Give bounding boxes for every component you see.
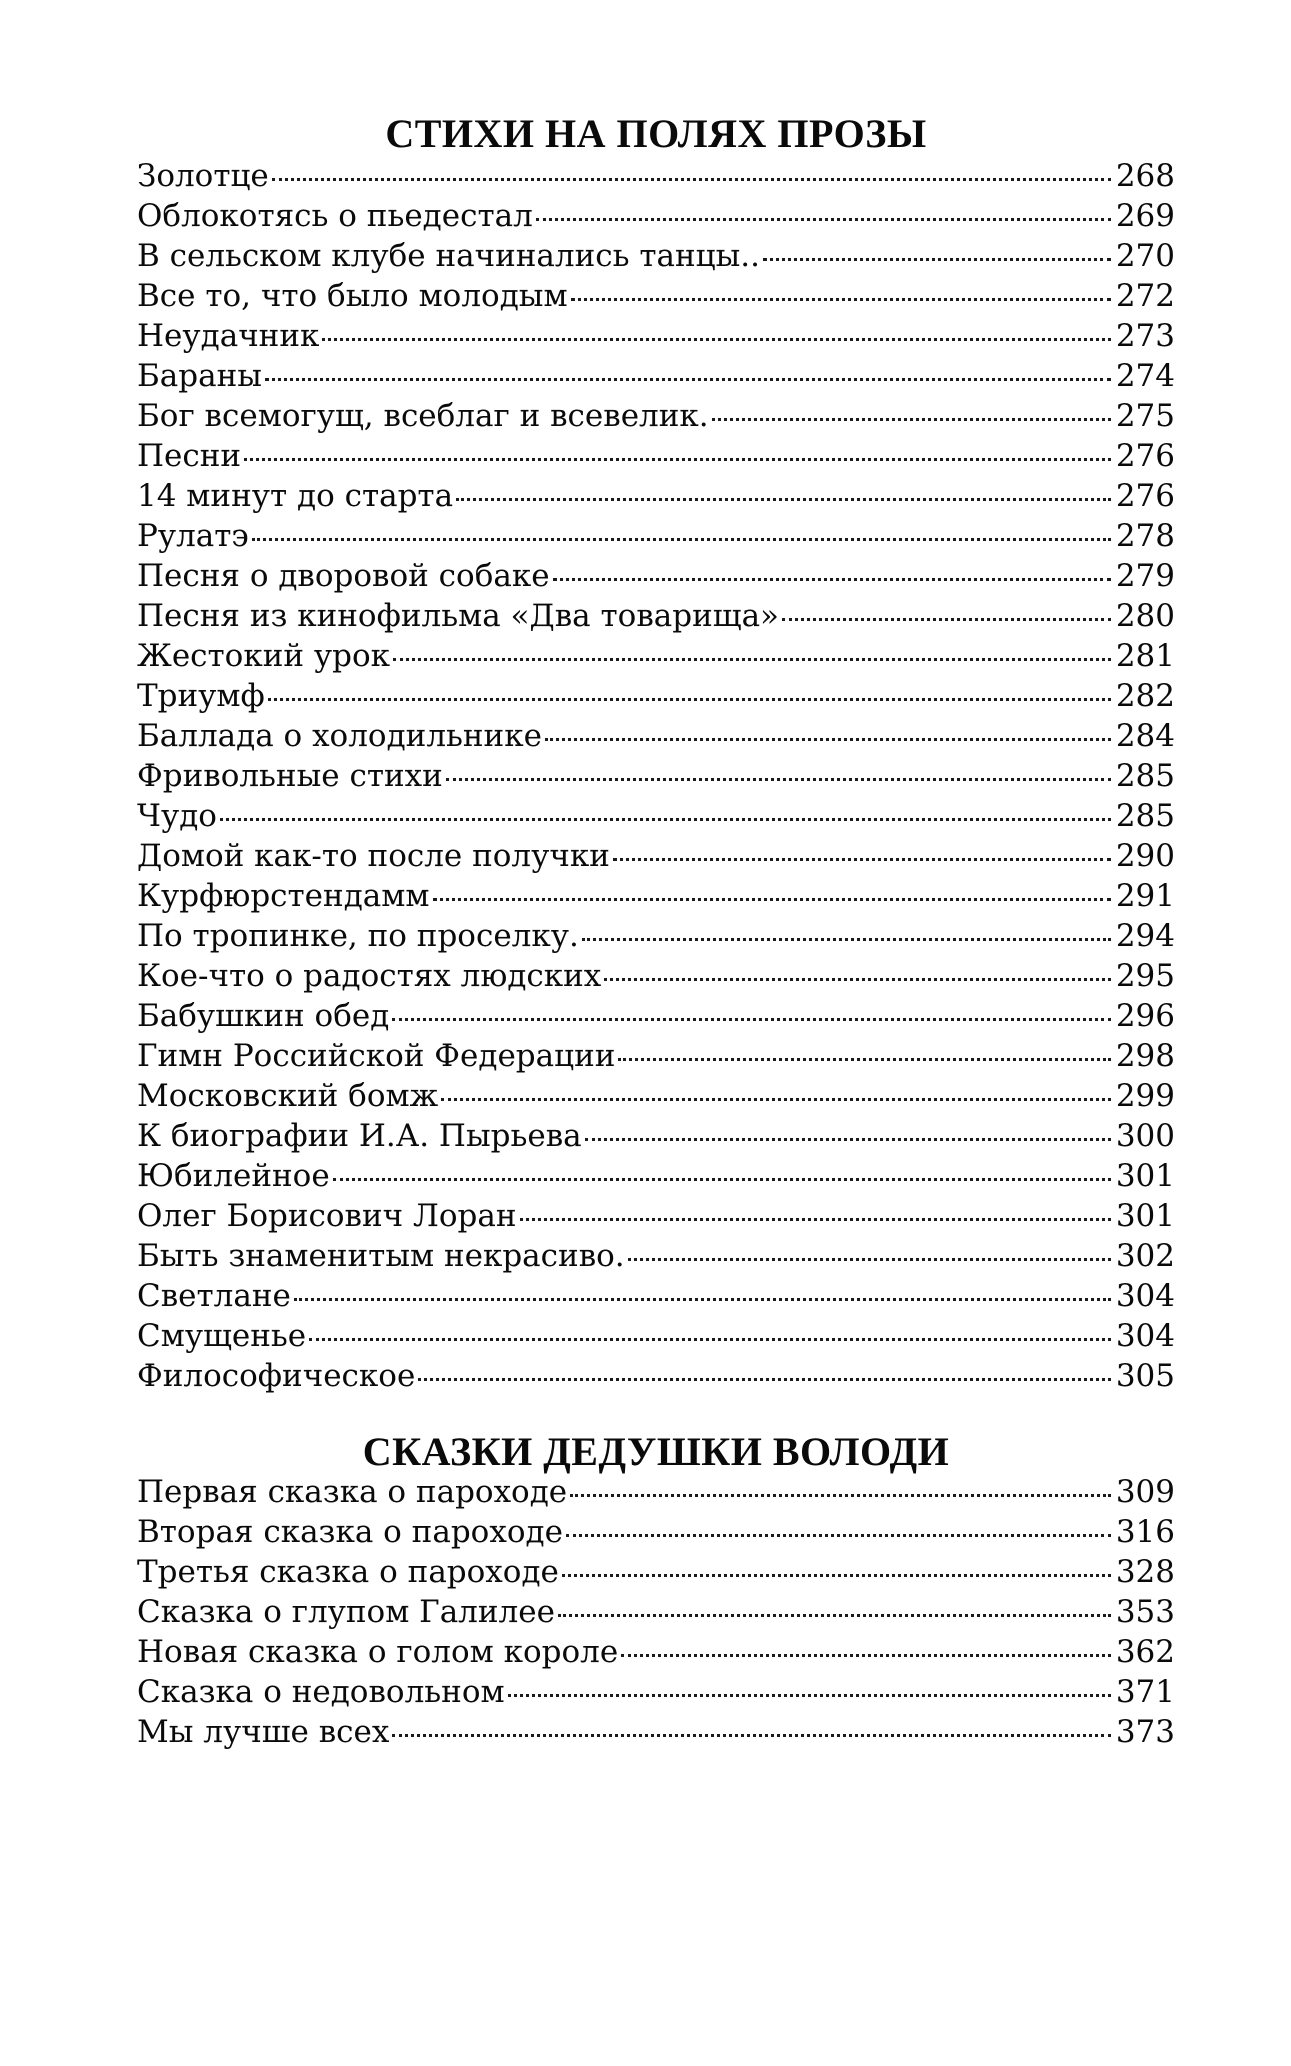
toc-entry-page-number: 284 (1115, 718, 1175, 754)
toc-entry (137, 1156, 1175, 1196)
dot-leader (553, 578, 1111, 581)
dot-leader (456, 498, 1111, 501)
toc-entry (137, 516, 1175, 556)
toc-entry-title: Домой как-то после получки (137, 838, 610, 874)
toc-entry-title: Третья сказка о пароходе (137, 1554, 559, 1590)
toc-entry (137, 1472, 1175, 1512)
toc-entry-page-number: 301 (1115, 1158, 1175, 1194)
dot-leader (392, 1734, 1110, 1737)
dot-leader (585, 1138, 1111, 1141)
toc-entry-page-number: 295 (1115, 958, 1175, 994)
toc-entry-page-number: 290 (1115, 838, 1175, 874)
toc-entry-page-number: 285 (1115, 758, 1175, 794)
dot-leader (252, 538, 1111, 541)
dot-leader (520, 1218, 1111, 1221)
dot-leader (536, 218, 1111, 221)
toc-entry-title: Мы лучше всех (137, 1714, 390, 1750)
dot-leader (545, 738, 1111, 741)
toc-entry-page-number: 274 (1115, 358, 1175, 394)
toc-entry-title: Кое-что о радостях людских (137, 958, 602, 994)
toc-entry (137, 356, 1175, 396)
toc-entry-title: Все то, что было молодым (137, 278, 568, 314)
toc-entry (137, 1712, 1175, 1752)
toc-entry-title: Чудо (137, 798, 217, 834)
toc-entry (137, 1356, 1175, 1396)
dot-leader (309, 1338, 1111, 1341)
toc-entry-title: Фривольные стихи (137, 758, 443, 794)
toc-entry-page-number: 275 (1115, 398, 1175, 434)
toc-entry-title: Первая сказка о пароходе (137, 1474, 568, 1510)
toc-entry (137, 1076, 1175, 1116)
toc-entry (137, 836, 1175, 876)
toc-list (137, 1472, 1175, 1752)
toc-entry (137, 476, 1175, 516)
dot-leader (272, 178, 1111, 181)
toc-entry-page-number: 268 (1115, 158, 1175, 194)
toc-entry-title: Жестокий урок (137, 638, 391, 674)
toc-entry-page-number: 305 (1115, 1358, 1175, 1394)
toc-entry-title: В сельском клубе начинались танцы.. (137, 238, 760, 274)
toc-entry-page-number: 273 (1115, 318, 1175, 354)
toc-entry-title: Смущенье (137, 1318, 307, 1354)
toc-entry (137, 1632, 1175, 1672)
dot-leader (333, 1178, 1111, 1181)
toc-entry-title: Песни (137, 438, 242, 474)
toc-entry-page-number: 309 (1115, 1474, 1175, 1510)
toc-entry-title: Олег Борисович Лоран (137, 1198, 517, 1234)
toc-entry (137, 1196, 1175, 1236)
dot-leader (322, 338, 1110, 341)
toc-entry (137, 1036, 1175, 1076)
toc-entry-page-number: 276 (1115, 438, 1175, 474)
toc-entry (137, 316, 1175, 356)
toc-entry (137, 716, 1175, 756)
toc-entry (137, 916, 1175, 956)
dot-leader (562, 1574, 1111, 1577)
toc-entry-page-number: 371 (1115, 1674, 1175, 1710)
toc-entry-title: Светлане (137, 1278, 291, 1314)
toc-entry (137, 236, 1175, 276)
toc-entry-page-number: 316 (1115, 1514, 1175, 1550)
toc-entry-title: Новая сказка о голом короле (137, 1634, 619, 1670)
toc-entry-page-number: 304 (1115, 1278, 1175, 1314)
toc-entry-title: Песня о дворовой собаке (137, 558, 550, 594)
dot-leader (712, 418, 1111, 421)
toc-entry-page-number: 282 (1115, 678, 1175, 714)
toc-entry (137, 796, 1175, 836)
dot-leader (265, 378, 1111, 381)
toc-entry-title: Гимн Российской Федерации (137, 1038, 616, 1074)
toc-entry (137, 996, 1175, 1036)
section-title: СТИХИ НА ПОЛЯХ ПРОЗЫ (385, 111, 927, 156)
toc-entry-title: Рулатэ (137, 518, 249, 554)
toc-entry-page-number: 362 (1115, 1634, 1175, 1670)
toc-entry-title: Юбилейное (137, 1158, 330, 1194)
toc-entry-page-number: 328 (1115, 1554, 1175, 1590)
toc-entry (137, 276, 1175, 316)
toc-entry-page-number: 269 (1115, 198, 1175, 234)
toc-entry-title: По тропинке, по проселку. (137, 918, 579, 954)
toc-entry-page-number: 279 (1115, 558, 1175, 594)
toc-entry (137, 1236, 1175, 1276)
toc-entry-title: Вторая сказка о пароходе (137, 1514, 563, 1550)
toc-entry-page-number: 373 (1115, 1714, 1175, 1750)
dot-leader (558, 1614, 1111, 1617)
dot-leader (433, 898, 1111, 901)
toc-entry-title: Облокотясь о пьедестал (137, 198, 533, 234)
dot-leader (446, 778, 1111, 781)
toc-entry (137, 1276, 1175, 1316)
toc-entry (137, 956, 1175, 996)
dot-leader (613, 858, 1111, 861)
toc-entry-page-number: 296 (1115, 998, 1175, 1034)
toc-entry-title: Сказка о недовольном (137, 1674, 505, 1710)
toc-entry-title: Быть знаменитым некрасиво. (137, 1238, 625, 1274)
toc-entry (137, 156, 1175, 196)
dot-leader (571, 298, 1111, 301)
toc-entry-title: Бог всемогущ, всеблаг и всевелик. (137, 398, 709, 434)
toc-entry-title: К биографии И.А. Пырьева (137, 1118, 582, 1154)
toc-section-tales (137, 1428, 1175, 1752)
toc-entry (137, 1552, 1175, 1592)
toc-entry-page-number: 301 (1115, 1198, 1175, 1234)
toc-entry-title: Золотце (137, 158, 269, 194)
toc-entry-page-number: 299 (1115, 1078, 1175, 1114)
toc-entry-title: Курфюрстендамм (137, 878, 430, 914)
dot-leader (566, 1534, 1111, 1537)
toc-entry (137, 556, 1175, 596)
dot-leader (392, 1018, 1111, 1021)
toc-entry-page-number: 278 (1115, 518, 1175, 554)
toc-entry-page-number: 280 (1115, 598, 1175, 634)
toc-entry-page-number: 304 (1115, 1318, 1175, 1354)
toc-entry-page-number: 353 (1115, 1594, 1175, 1630)
toc-entry-page-number: 272 (1115, 278, 1175, 314)
toc-entry (137, 596, 1175, 636)
toc-entry (137, 1316, 1175, 1356)
toc-entry-title: Триумф (137, 678, 265, 714)
dot-leader (782, 618, 1111, 621)
toc-entry (137, 196, 1175, 236)
toc-entry-title: 14 минут до старта (137, 478, 454, 514)
toc-entry-title: Бабушкин обед (137, 998, 390, 1034)
dot-leader (763, 258, 1111, 261)
dot-leader (618, 1058, 1110, 1061)
dot-leader (268, 698, 1111, 701)
section-title: СКАЗКИ ДЕДУШКИ ВОЛОДИ (362, 1429, 950, 1474)
dot-leader (294, 1298, 1111, 1301)
toc-entry-title: Сказка о глупом Галилее (137, 1594, 555, 1630)
dot-leader (508, 1694, 1111, 1697)
dot-leader (570, 1494, 1111, 1497)
toc-entry-page-number: 281 (1115, 638, 1175, 674)
toc-entry (137, 1116, 1175, 1156)
toc-entry-page-number: 300 (1115, 1118, 1175, 1154)
toc-entry (137, 756, 1175, 796)
toc-entry-page-number: 276 (1115, 478, 1175, 514)
toc-entry-title: Философическое (137, 1358, 416, 1394)
toc-entry (137, 1512, 1175, 1552)
dot-leader (604, 978, 1111, 981)
toc-entry-page-number: 270 (1115, 238, 1175, 274)
toc-entry (137, 396, 1175, 436)
toc-entry (137, 1592, 1175, 1632)
toc-entry-title: Бараны (137, 358, 262, 394)
toc-entry-title: Московский бомж (137, 1078, 439, 1114)
toc-entry-title: Неудачник (137, 318, 320, 354)
dot-leader (441, 1098, 1111, 1101)
toc-list (137, 156, 1175, 1396)
toc-entry (137, 676, 1175, 716)
dot-leader (393, 658, 1111, 661)
dot-leader (244, 458, 1111, 461)
toc-entry-page-number: 298 (1115, 1038, 1175, 1074)
toc-entry-page-number: 302 (1115, 1238, 1175, 1274)
toc-entry-page-number: 291 (1115, 878, 1175, 914)
toc-entry (137, 876, 1175, 916)
dot-leader (582, 938, 1111, 941)
toc-entry (137, 436, 1175, 476)
toc-entry-page-number: 294 (1115, 918, 1175, 954)
dot-leader (621, 1654, 1111, 1657)
dot-leader (418, 1378, 1111, 1381)
toc-entry (137, 1672, 1175, 1712)
toc-entry-title: Песня из кинофильма «Два товарища» (137, 598, 780, 634)
dot-leader (628, 1258, 1111, 1261)
dot-leader (220, 818, 1111, 821)
toc-entry (137, 636, 1175, 676)
toc-section-poems (137, 110, 1175, 1396)
toc-entry-page-number: 285 (1115, 798, 1175, 834)
toc-entry-title: Баллада о холодильнике (137, 718, 542, 754)
